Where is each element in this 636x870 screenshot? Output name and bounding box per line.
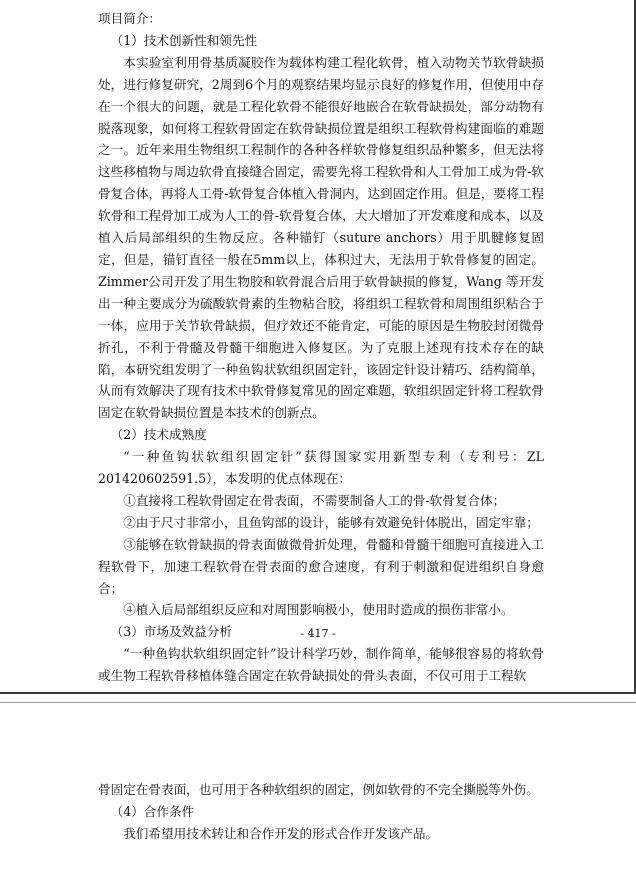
page-1-content [98,8,544,687]
page-gap [0,694,636,702]
section-2-paragraph: “一种鱼钩状软组织固定针”获得国家实用新型专利（专利号：ZL 201420602591.5），本发明的优点体现在： [98,449,544,487]
section-1-paragraph: 本实验室利用骨基质凝胶作为载体构建工程化软骨，植入动物关节软骨缺损处，进行修复研究，2周到6个月的观察结果均显示良好的修复作用，但使用中存在一个很大的问题，就是工程化软骨不能很好地嵌合在软骨缺损处，部分动物有脱落现象，如何将工程软骨固定在软骨缺损位置是组织工程软骨构建面临的难题之一。近年来用生物组织工程制作的各种各样软骨修复组织品种繁多，但无法将这些移植物与周边软骨直接缝合固定，需要先将工程软骨和人工骨加工成为骨-软骨复合体，再将人工骨-软骨复合体植入骨洞内，达到固定作用。但是，要将工程软骨和工程骨加工成为人工的骨-软骨复合体，大大增加了开发难度和成本，以及植入后局部组织的生物反应。各种锚钉（suture anchors）用于肌腱修复固定，但是，锚钉直径一般在5mm以上，体积过大，无法用于软骨修复的固定。Zimmer公司开发了用生物胶和软骨混合后用于软骨缺损的修复，Wang 等开发出一种主要成分为硫酸软骨素的生物粘合胶，将组织工程软骨和周围组织粘合于一体，应用于关节软骨缺损，但疗效还不能肯定，可能的原因是生物胶封闭微骨折孔，不利于骨髓及骨髓干细胞进入修复区。为了克服上述现有技术存在的缺陷，本研究组发明了一种鱼钩状软组织固定针，该固定针设计精巧、结构简单，从而有效解决了现有技术中软骨修复常见的固定难题，软组织固定针将工程软骨固定在软骨缺损位置是本技术的创新点。 [98,54,544,421]
section-4-paragraph: 我们希望用技术转让和合作开发的形式合作开发该产品。 [123,825,439,841]
section-3-paragraph: “一种鱼钩状软组织固定针”设计科学巧妙，制作简单，能够很容易的将软骨或生物工程软骨移植体缝合固定在软骨缺损处的骨头表面，不仅可用于工程软 [98,646,544,684]
continued-paragraph: 骨固定在骨表面，也可用于各种软组织的固定，例如软骨的不完全撕脱等外伤。 [98,782,539,797]
page-2-content [98,779,544,845]
section-3-title: （3）市场及效益分析 [110,624,232,640]
section-2-title: （2）技术成熟度 [110,427,207,443]
advantage-item-4: ④植入后局部组织反应和对周围影响极小，使用时造成的损伤非常小。 [123,602,514,618]
document-page-2 [0,702,636,870]
project-intro-heading: 项目简介： [98,11,161,26]
advantage-item-2: ②由于尺寸非常小，且鱼钩部的设计，能够有效避免针体脱出，固定牢靠； [123,514,539,530]
section-4-title: （4）合作条件 [110,803,195,819]
section-1-title: （1）技术创新性和领先性 [110,32,258,48]
advantage-item-1: ①直接将工程软骨固定在骨表面，不需要制备人工的骨-软骨复合体； [123,492,506,508]
page-number: - 417 - [300,627,336,640]
advantage-item-3: ③能够在软骨缺损的骨表面做微骨折处理，骨髓和骨髓干细胞可直接进入工程软骨下，加速工程软骨在骨表面的愈合速度，有利于刺激和促进组织自身愈合； [98,536,544,596]
